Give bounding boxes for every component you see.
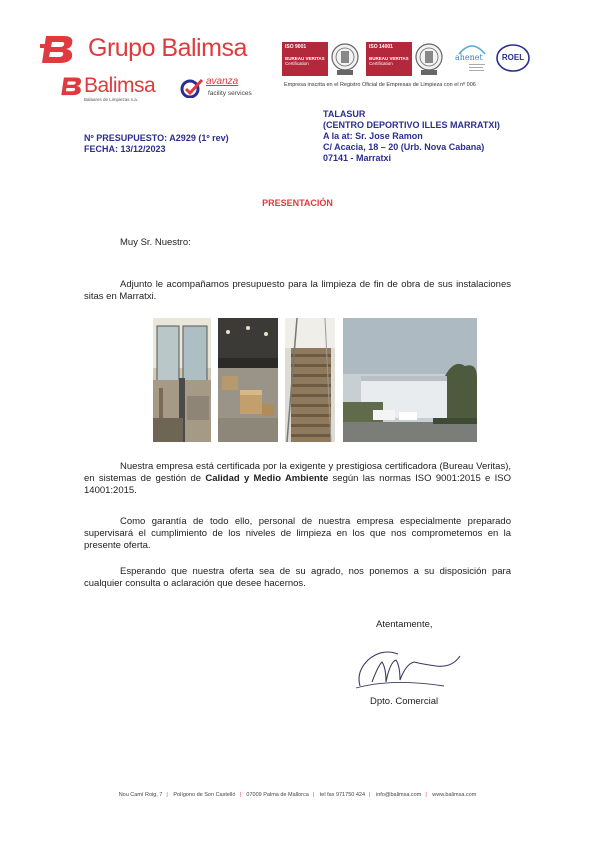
- balimsa-small-b-icon: [60, 74, 86, 98]
- footer-address: Nou Camí Roig, 7: [118, 792, 163, 798]
- balimsa-subtitle: Balaares de Limpiezas s.a.: [84, 97, 139, 102]
- group-logo-text: Grupo Balimsa: [88, 34, 247, 62]
- photo-glass-entrance: [153, 318, 211, 442]
- bureau-veritas-seal-icon: [413, 42, 445, 76]
- footer-industrial-area: Polígono de Son Castelló: [173, 792, 236, 798]
- footer: Nou Camí Roig, 7 | Polígono de Son Castelló | 07009 Palma de Mallorca | tel fax 971750 424 | info@balimsa.com | www.balimsa.com: [118, 792, 477, 798]
- avanza-logo-icon: [180, 78, 204, 98]
- client-attention: A la at: Sr. Jose Ramon: [323, 131, 423, 141]
- photo-building-exterior: [343, 318, 477, 442]
- roel-text: ROEL: [501, 53, 525, 62]
- avanza-subtitle: facility services: [208, 90, 252, 97]
- section-title: PRESENTACIÓN: [262, 198, 333, 208]
- department-signature: Dpto. Comercial: [370, 696, 439, 707]
- photo-stairs: [285, 318, 335, 442]
- footer-phone: tel fax 971750 424: [319, 792, 366, 798]
- registry-note: Empresa inscrita en el Registro Oficial de Empresas de Limpieza con el nº 006: [284, 82, 476, 88]
- guarantee-paragraph: Como garantía de todo ello, personal de nuestra empresa especialmente preparado supervisará el cumplimiento de los niveles de limpieza en los que nos comprometemos en la presente oferta.: [84, 516, 511, 551]
- cert-badge-iso14001: [366, 42, 446, 76]
- budget-date: FECHA: 13/12/2023: [84, 144, 166, 154]
- balimsa-logo-text: Balimsa: [84, 74, 156, 97]
- ahenet-text: ahenet: [455, 53, 483, 62]
- cert-badge-label: ISO 9001 BUREAU VERITAS Certification: [282, 42, 328, 76]
- budget-block: [84, 133, 229, 155]
- avanza-logo-text: avanza: [206, 76, 239, 87]
- intro-paragraph: Adjunto le acompañamos presupuesto para la limpieza de fin de obra de sus instalaciones sitas en Marratxi.: [84, 279, 511, 302]
- footer-website: www.balimsa.com: [432, 792, 477, 798]
- client-address: C/ Acacia, 18 – 20 (Urb. Nova Cabana): [323, 142, 485, 152]
- footer-postal-city: 07009 Palma de Mallorca: [246, 792, 309, 798]
- closing-paragraph: Esperando que nuestra oferta sea de su agrado, nos ponemos a su disposición para cualquier consulta o aclaración que desee hacernos.: [84, 566, 511, 589]
- balimsa-logo: [60, 74, 86, 98]
- cert-bold-text: Calidad y Medio Ambiente: [205, 473, 329, 484]
- balimsa-b-icon: [40, 32, 80, 66]
- client-venue: (CENTRO DEPORTIVO ILLES MARRATXI): [323, 120, 500, 130]
- bureau-veritas-seal-icon: [329, 42, 361, 76]
- certification-paragraph: Nuestra empresa está certificada por la exigente y prestigiosa certificadora (Bureau Veritas), en sistemas de gestión de Calidad y Medio Ambiente según las normas ISO 9001:2015 e ISO 14001:2015.: [84, 461, 511, 496]
- greeting: Muy Sr. Nuestro:: [120, 237, 191, 248]
- cert-badge-label: ISO 14001 BUREAU VERITAS Certification: [366, 42, 412, 76]
- client-address-block: [323, 109, 500, 164]
- footer-email: info@balimsa.com: [376, 792, 422, 798]
- client-name: TALASUR: [323, 109, 366, 119]
- client-city: 07141 - Marratxi: [323, 153, 392, 163]
- handwritten-signature: [352, 642, 472, 692]
- cert-badge-iso9001: [282, 42, 362, 76]
- photo-interior-boxes: [218, 318, 278, 442]
- roel-logo: [495, 43, 531, 73]
- budget-number: Nº PRESUPUESTO: A2929 (1º rev): [84, 133, 229, 143]
- ahenet-logo: [455, 42, 489, 78]
- salutation: Atentamente,: [376, 619, 433, 630]
